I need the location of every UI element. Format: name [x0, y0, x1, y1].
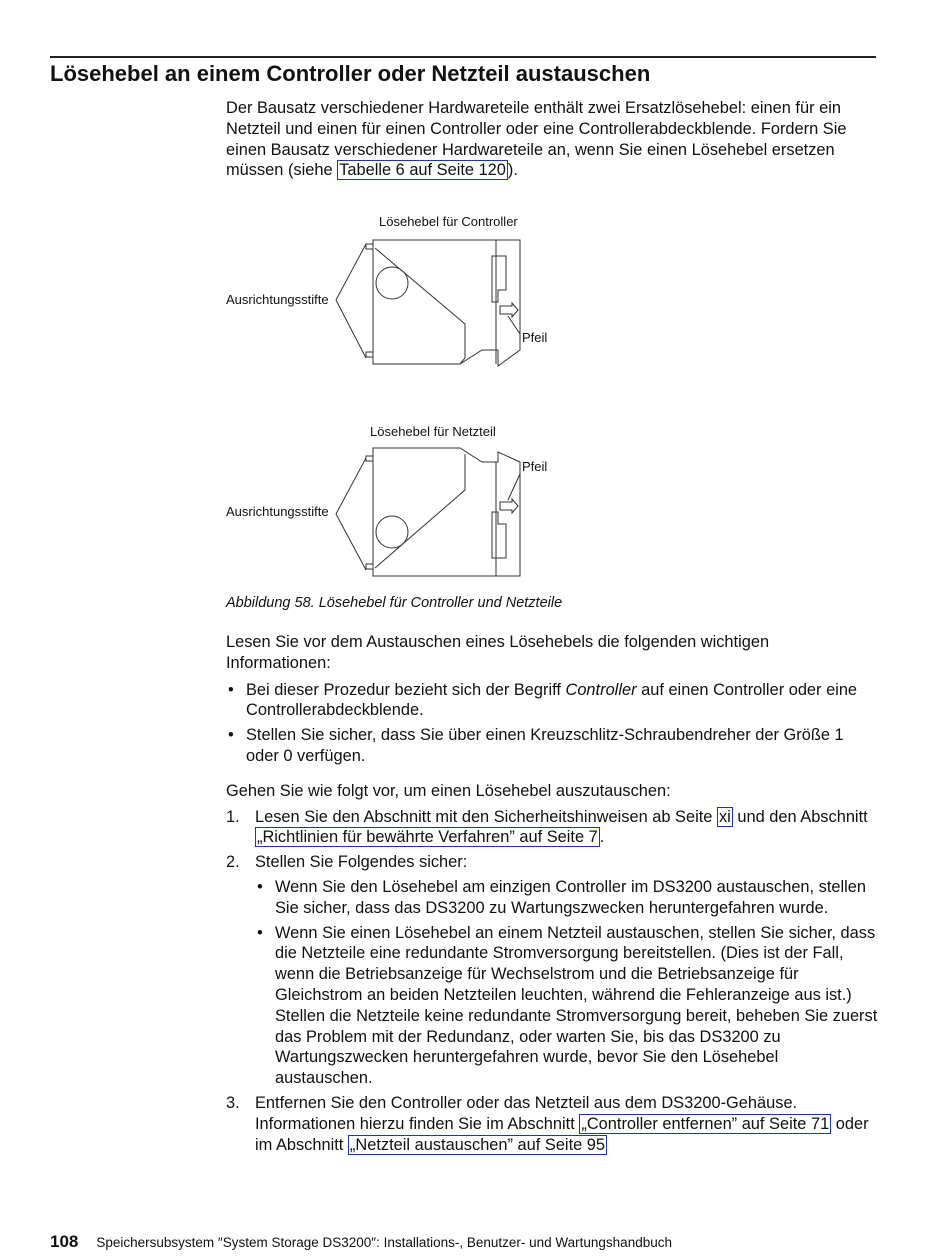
- bullet-text: Bei dieser Prozedur bezieht sich der Begriff: [246, 680, 566, 699]
- list-item: • Wenn Sie einen Lösehebel an einem Netzteil austauschen, stellen Sie sicher, dass die Netzteile eine redundante Stromversorgung bereitstellen. (Dies ist der Fall, wenn die Betriebsanzeige für Wechselstrom und die Betriebsanzeige für Gleichstrom an beiden Netzteilen leuchten, während die Fehleranzeige aus ist.) Stellen die Netzteile keine redundante Stromversorgung bereit, beheben Sie zuerst das Problem mit der Redundanz, oder warten Sie, bis das DS3200 zu Wartungszwecken heruntergefahren wurde, bevor Sie den Lösehebel austauschen.: [255, 923, 878, 1089]
- controller-arrow-label: Pfeil: [522, 330, 548, 345]
- steps-list: [226, 807, 878, 1156]
- step-text: oder im Abschnitt: [255, 1114, 869, 1154]
- list-item: • Stellen Sie sicher, dass Sie über einen Kreuzschlitz-Schraubendreher der Größe 1 oder 0 verfügen.: [226, 725, 878, 767]
- power-supply-replace-link[interactable]: „Netzteil austauschen” auf Seite 95: [349, 1135, 606, 1154]
- power-supply-lever-figure: [220, 418, 580, 593]
- info-list: [226, 680, 878, 767]
- bullet-emphasis: Controller: [565, 680, 637, 699]
- intro-paragraph: [226, 98, 878, 181]
- step-text: und den Abschnitt: [732, 807, 868, 826]
- safety-page-link[interactable]: xi: [718, 807, 731, 826]
- controller-lever-figure: [220, 208, 580, 383]
- power-supply-lever-drawing: [336, 448, 520, 576]
- step-number: 3.: [226, 1093, 240, 1112]
- page-number: 108: [50, 1232, 79, 1251]
- step-2-sublist: [255, 877, 878, 1089]
- list-item: [226, 680, 878, 722]
- controller-pins-label: Ausrichtungsstifte: [226, 292, 329, 307]
- main-content: [226, 632, 878, 1159]
- intro-text-end: ).: [507, 161, 518, 180]
- footer-text: Speichersubsystem ″System Storage DS3200″: Installations-, Benutzer- und Wartungshandbuch: [96, 1235, 672, 1250]
- list-item: • Wenn Sie den Lösehebel am einzigen Controller im DS3200 austauschen, stellen Sie sicher, dass das DS3200 zu Wartungszwecken heruntergefahren wurde.: [255, 877, 878, 919]
- steps-intro: Gehen Sie wie folgt vor, um einen Lösehebel auszutauschen:: [226, 781, 671, 800]
- figure-caption: Abbildung 58. Lösehebel für Controller und Netzteile: [226, 595, 563, 611]
- page-title: Lösehebel an einem Controller oder Netzteil austauschen: [50, 61, 651, 86]
- step-number: 1.: [226, 807, 240, 826]
- step-number: 2.: [226, 853, 240, 872]
- table-link[interactable]: Tabelle 6 auf Seite 120: [339, 161, 506, 180]
- best-practices-link[interactable]: „Richtlinien für bewährte Verfahren” auf Seite 7: [257, 828, 598, 847]
- step-text: Stellen Sie Folgendes sicher:: [255, 853, 468, 872]
- step-1: [226, 807, 878, 849]
- controller-lever-title: Lösehebel für Controller: [379, 214, 518, 229]
- step-3: [226, 1093, 878, 1155]
- power-supply-lever-title: Lösehebel für Netzteil: [370, 424, 496, 439]
- controller-lever-drawing: [336, 240, 520, 366]
- info-intro: Lesen Sie vor dem Austauschen eines Lösehebels die folgenden wichtigen Informationen:: [226, 633, 770, 672]
- step-text: .: [599, 828, 605, 847]
- bullet-text: auf einen Controller oder eine Controllerabdeckblende.: [246, 680, 858, 720]
- step-2: [226, 852, 878, 1089]
- controller-removal-link[interactable]: „Controller entfernen” auf Seite 71: [581, 1114, 830, 1133]
- step-text: Entfernen Sie den Controller oder das Netzteil aus dem DS3200-Gehäuse. Informationen hierzu finden Sie im Abschnitt: [255, 1093, 798, 1133]
- title-rule: [50, 56, 876, 58]
- intro-text: Der Bausatz verschiedener Hardwareteile enthält zwei Ersatzlösehebel: einen für ein Netzteil und einen für einen Controller oder eine Controllerabdeckblende. Fordern Sie einen Bausatz verschiedener Hardwareteile an, wenn Sie einen Lösehebel ersetzen müssen (siehe: [226, 99, 847, 180]
- power-supply-pins-label: Ausrichtungsstifte: [226, 504, 329, 519]
- step-text: Lesen Sie den Abschnitt mit den Sicherheitshinweisen ab Seite: [255, 807, 717, 826]
- page-footer: [50, 1232, 672, 1252]
- power-supply-arrow-label: Pfeil: [522, 459, 548, 474]
